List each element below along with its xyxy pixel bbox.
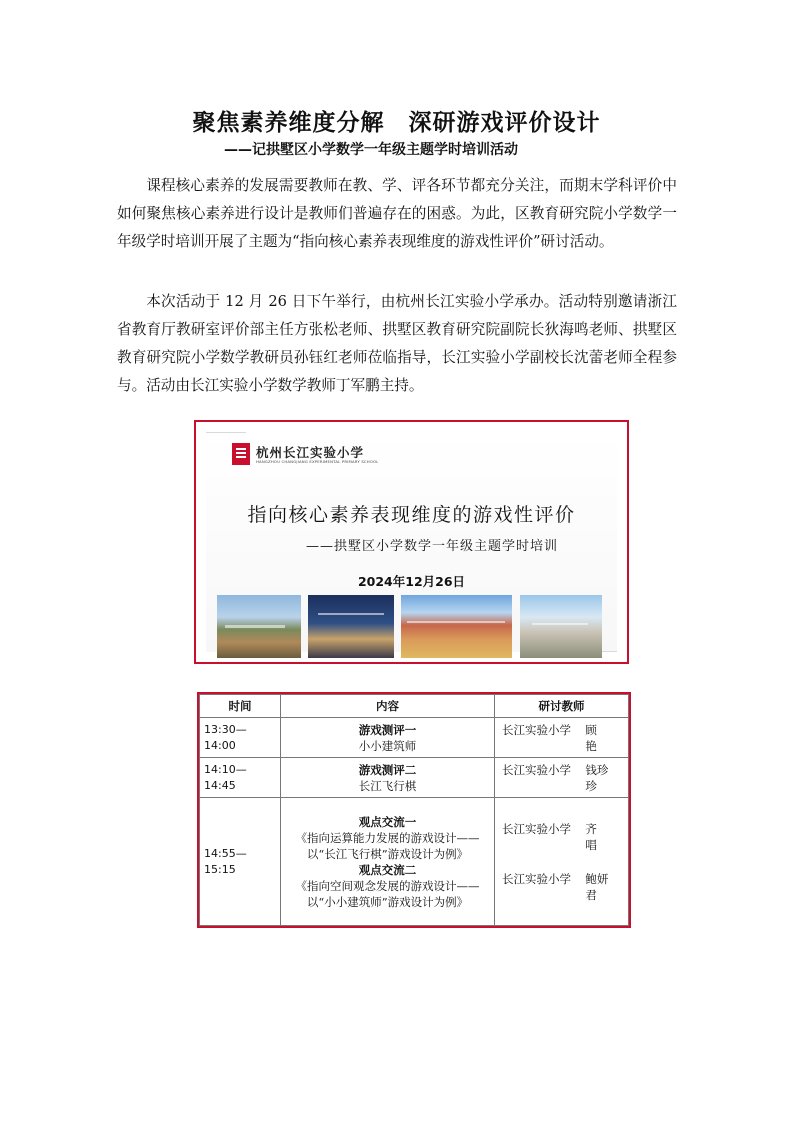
- time-cell: 13:30—14:00: [200, 718, 281, 758]
- paragraph-intro: 课程核心素养的发展需要教师在教、学、评各环节都充分关注，而期末学科评价中如何聚焦核心素养进行设计是教师们普遍存在的困惑。为此，区教育研究院小学数学一年级学时培训开展了主题为“指向核心素养表现维度的游戏性评价”研讨活动。: [117, 177, 677, 250]
- column-header-teacher: 研讨教师: [495, 695, 629, 718]
- content-detail: 小小建筑师: [358, 738, 417, 753]
- table-row: [200, 798, 629, 926]
- column-header-content: 内容: [281, 695, 495, 718]
- teacher-cell: [495, 718, 629, 758]
- content-detail: 以“小小建筑师”游戏设计为例》: [306, 894, 469, 909]
- schedule-table: [197, 692, 631, 928]
- teacher-name: 齐 唱: [585, 821, 609, 852]
- content-detail: 《指向空间观念发展的游戏设计——: [295, 878, 480, 893]
- teacher-cell: [495, 758, 629, 798]
- article-subtitle: ——记拱墅区小学数学一年级主题学时培训活动: [224, 142, 518, 158]
- teacher-name: 鲍妍君: [585, 871, 609, 902]
- banner-background: [206, 432, 617, 652]
- teacher-cell: [495, 798, 629, 926]
- time-cell: 14:55—15:15: [200, 798, 281, 926]
- campus-photo: [401, 595, 512, 658]
- content-cell: [281, 758, 495, 798]
- content-title: 游戏测评一: [358, 722, 417, 737]
- content-detail: 《指向运算能力发展的游戏设计——: [295, 830, 480, 845]
- banner-date: 2024年12月26日: [357, 574, 466, 589]
- table-header-row: [200, 695, 629, 718]
- campus-photo: [217, 595, 301, 658]
- teacher-school: 长江实验小学: [502, 762, 571, 777]
- content-detail: 以“长江飞行棋”游戏设计为例》: [306, 846, 469, 861]
- content-cell: [281, 798, 495, 926]
- content-detail: 长江飞行棋: [358, 778, 417, 793]
- teacher-name: 顾 艳: [585, 722, 609, 753]
- content-title: 观点交流一: [358, 814, 417, 829]
- banner-corner-line: [206, 432, 246, 433]
- teacher-school: 长江实验小学: [502, 722, 571, 737]
- campus-photo: [520, 595, 602, 658]
- column-header-time: 时间: [200, 695, 281, 718]
- content-title: 游戏测评二: [358, 762, 417, 777]
- school-logo-icon: [232, 443, 250, 465]
- campus-photo: [308, 595, 394, 658]
- school-name-english: HANGZHOU CHANGJIANG EXPERIMENTAL PRIMARY SCHOOL: [256, 459, 379, 464]
- paragraph-event: 本次活动于 12 月 26 日下午举行，由杭州长江实验小学承办。活动特别邀请浙江省教育厅教研室评价部主任方张松老师、拱墅区教育研究院副院长狄海鸣老师、拱墅区教育研究院小学数学教研员孙钰红老师莅临指导，长江实验小学副校长沈蕾老师全程参与。活动由长江实验小学数学教师丁军鹏主持。: [117, 293, 677, 394]
- teacher-school: 长江实验小学: [502, 821, 571, 836]
- school-name: 杭州长江实验小学: [256, 445, 365, 460]
- content-title: 观点交流二: [358, 862, 417, 877]
- teacher-school: 长江实验小学: [502, 871, 571, 886]
- content-cell: [281, 718, 495, 758]
- article-title: 聚焦素养维度分解 深研游戏评价设计: [192, 110, 601, 136]
- teacher-name: 钱珍珍: [585, 762, 609, 793]
- table-row: [200, 718, 629, 758]
- banner-title: 指向核心素养表现维度的游戏性评价: [247, 504, 576, 526]
- table-row: [200, 758, 629, 798]
- event-banner-image: [194, 420, 629, 664]
- banner-subtitle: ——拱墅区小学数学一年级主题学时培训: [306, 539, 559, 554]
- time-cell: 14:10—14:45: [200, 758, 281, 798]
